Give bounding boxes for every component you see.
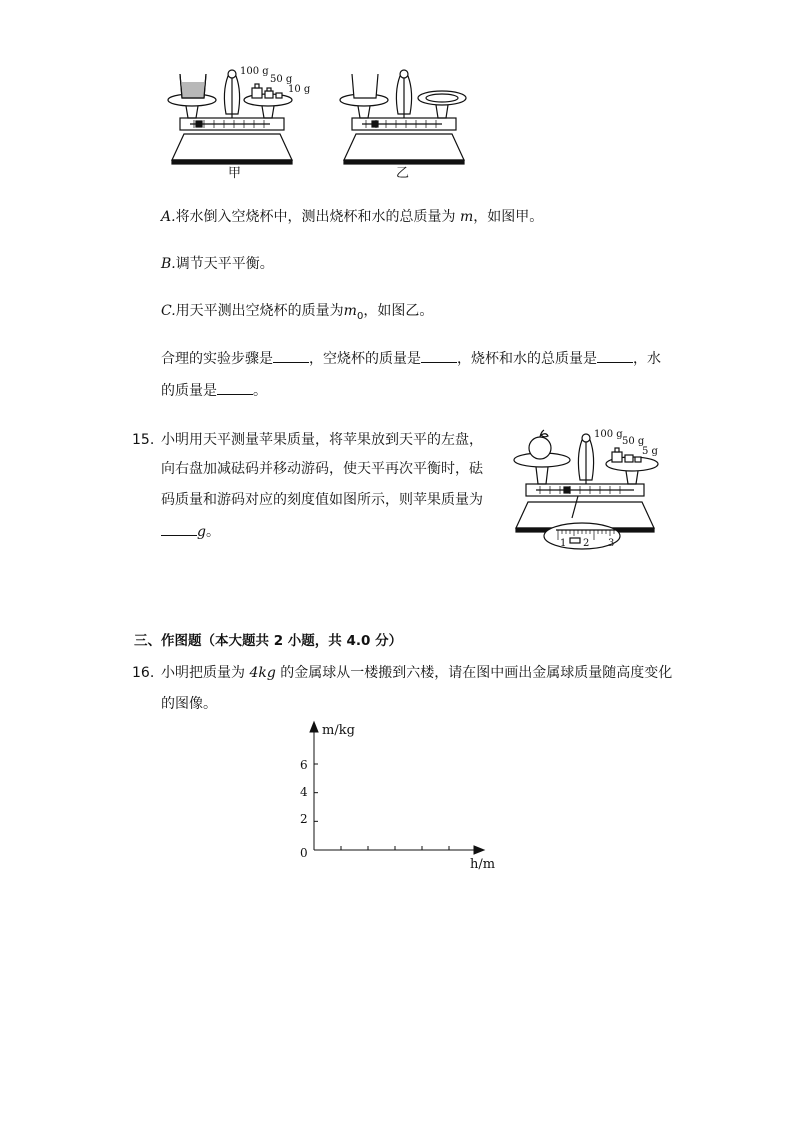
answer-blank-steps[interactable] <box>273 348 309 363</box>
weight-10g-label: 10 g <box>288 84 311 95</box>
weight-100g-label: 100 g <box>240 66 269 77</box>
answer-blank-empty-beaker-mass[interactable] <box>421 348 457 363</box>
x-axis-arrow <box>474 846 484 854</box>
x-axis-label: h/m <box>470 857 496 872</box>
q16-line2: 的图像。 <box>161 696 217 712</box>
answer-blank-water-mass[interactable] <box>217 380 253 395</box>
q16-line1: 小明把质量为 4kg 的金属球从一楼搬到六楼，请在图中画出金属球质量随高度变化 <box>161 665 673 681</box>
q15-line2: 向右盘加减砝码并移动游码，使天平再次平衡时，砝 <box>161 461 483 477</box>
balance-yi <box>340 70 466 164</box>
y-axis-label: m/kg <box>322 723 355 738</box>
scale-tick-3: 3 <box>608 538 615 549</box>
y-tick-label-4: 4 <box>300 785 308 799</box>
caption-jia: 甲 <box>228 166 242 181</box>
weight-50g-label: 50 g <box>270 74 293 85</box>
balance-figure-apple <box>508 424 668 554</box>
q14-answer-line2: 的质量是 。 <box>161 380 267 401</box>
mass-height-chart[interactable] <box>290 716 510 876</box>
q14-answer-line1: 合理的实验步骤是 ，空烧杯的质量是 ，烧杯和水的总质量是 ，水 <box>161 348 661 369</box>
scale-tick-2: 2 <box>583 538 590 549</box>
step-a: A.将水倒入空烧杯中，测出烧杯和水的总质量为 m，如图甲。 <box>161 209 544 225</box>
step-c: C.用天平测出空烧杯的质量为$m_0$，如图乙。 <box>161 303 434 322</box>
q16-number: 16. <box>132 665 155 681</box>
balance-figure-top <box>160 62 480 182</box>
q15-line3: 码质量和游码对应的刻度值如图所示，则苹果质量为 <box>161 492 483 508</box>
answer-blank-apple-mass[interactable] <box>161 521 197 536</box>
q15-line4: g。 <box>161 521 220 542</box>
step-b: B.调节天平平衡。 <box>161 256 274 272</box>
answer-blank-total-mass[interactable] <box>597 348 633 363</box>
origin-label: 0 <box>300 846 308 860</box>
apple-weight-5g-label: 5 g <box>642 446 658 457</box>
q15-line1: 小明用天平测量苹果质量，将苹果放到天平的左盘， <box>161 432 483 448</box>
scale-tick-1: 1 <box>560 538 567 549</box>
section-3-title: 三、作图题（本大题共 2 小题，共 4.0 分） <box>134 633 403 649</box>
y-axis-arrow <box>310 722 318 732</box>
apple-weight-100g-label: 100 g <box>594 429 623 440</box>
y-tick-label-6: 6 <box>300 758 308 772</box>
q15-number: 15. <box>132 432 155 448</box>
caption-yi: 乙 <box>396 166 410 181</box>
apple-weight-50g-label: 50 g <box>622 436 645 447</box>
y-tick-label-2: 2 <box>300 812 308 826</box>
